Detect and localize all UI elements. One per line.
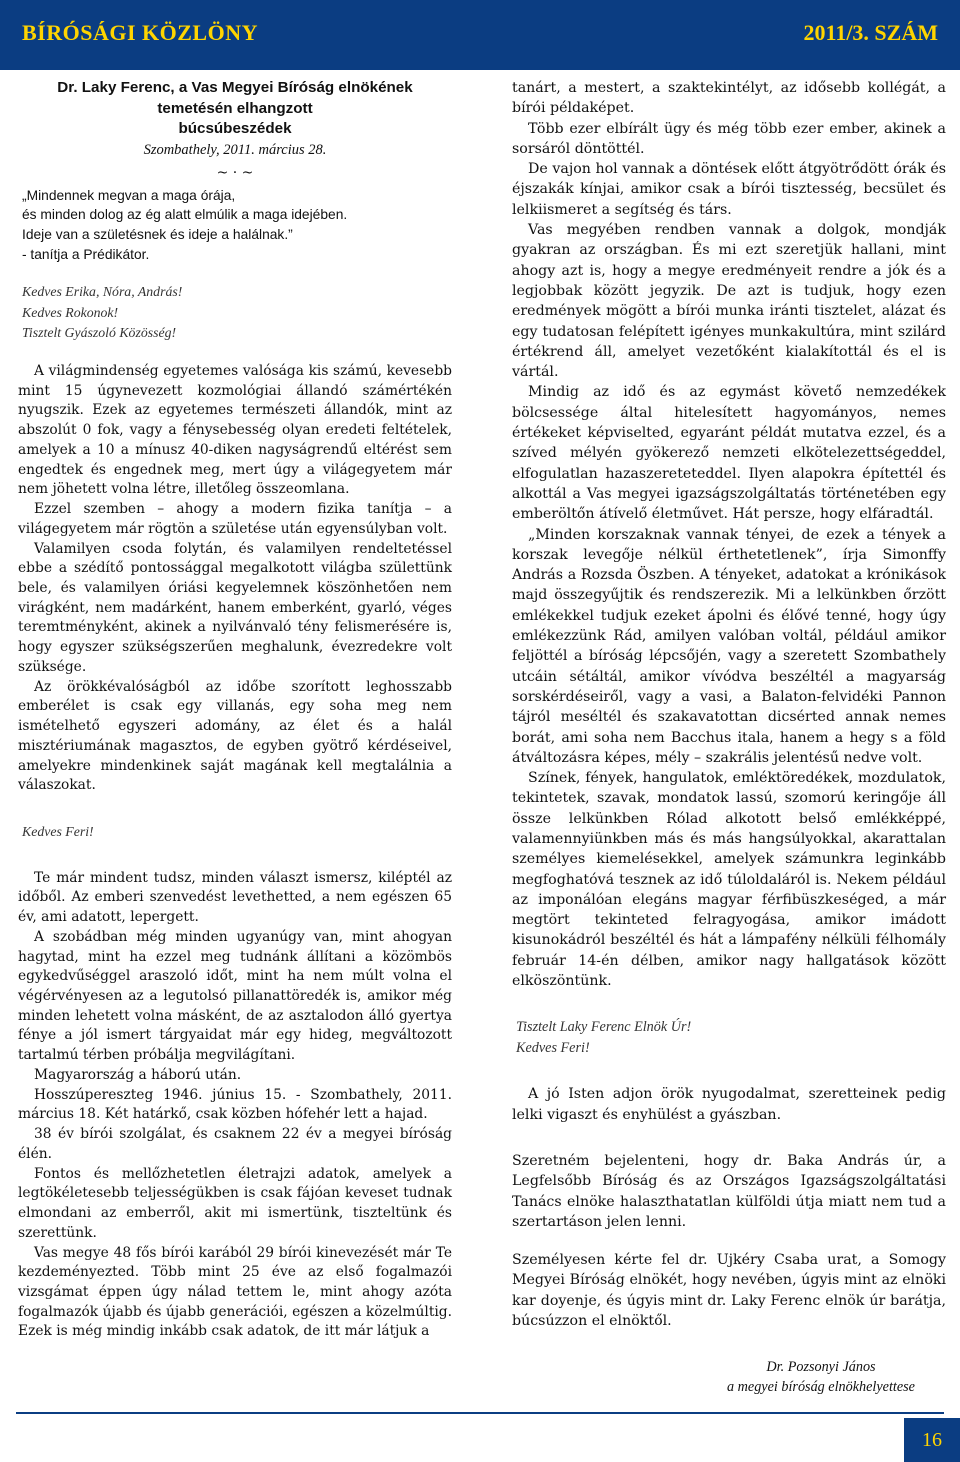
paragraph: Magyarország a háború után.	[34, 1066, 242, 1083]
separator-ornament: ~ · ~	[216, 164, 254, 181]
paragraph: Több ezer elbírált ügy és még több ezer ember, akinek a sorsáról döntöttél.	[512, 120, 946, 157]
signature	[512, 1357, 946, 1397]
paragraph: Vas megye 48 fős bírói karából 29 bírói kinevezését már Te kezdeményezted. Több mint 25 éve az első fogalmazói vizsgámat éppen úgy nálad tettem le, mint ahogy azóta fogalmazók újabb és újabb generációi, egészen a közelmúltig. Ezek is még mindig inkább csak adatok, de itt már látjuk a	[18, 1244, 452, 1340]
salutation	[18, 282, 452, 344]
title-line: temetésén elhangzott	[157, 99, 313, 117]
paragraph: Színek, fények, hangulatok, emléktöredékek, mozdulatok, tekintetek, szavak, mondatok lassú, szomorú keringője áll össze lelkünkben Rólad alkotott belső emlékképpé, valamennyiünkben más és más hangsúlyokkal, akarattalan személyes kiemelésekkel, amelyek számunkra leginkább megfoghatóvá tesznek az idő túloldaláról is. Nekem például az imponálóan elegáns magyar férfibüszkeséged, a már megtört tekinteted felragyogása, amikor imádott kisunokádról beszéltél és hát a lámpafény nélküli félhomály február 14-én délben, amikor nagy hallgatások között elköszöntünk.	[512, 770, 946, 990]
paragraph: De vajon hol vannak a döntések előtt átgyötrődött órák és éjszakák kínjai, amikor csak a bírói tisztesség, becsület és lelkiismeret a segítség és társ.	[512, 161, 946, 218]
left-column	[18, 78, 452, 1342]
paragraph: tanárt, a mestert, a szaktekintélyt, az idősebb kollégát, a bírói példaképet.	[512, 80, 946, 117]
paragraph: Hosszúpereszteg 1946. június 15. - Szombathely, 2011. március 18. Két határkő, csak közben hófehér lett a hajad.	[18, 1086, 452, 1123]
signature-title: a megyei bíróság elnökhelyettese	[727, 1379, 915, 1396]
signature-name: Dr. Pozsonyi János	[766, 1359, 876, 1376]
opening-quote	[18, 186, 452, 265]
title-line: Dr. Laky Ferenc, a Vas Megyei Bíróság elnökének	[57, 79, 413, 96]
paragraph: Vas megyében rendben vannak a dolgok, mondják gyakran az országban. És mi ezt szeretjük hallani, mint ahogy azt is, hogy a megye eredményeit rendre a jók és a legjobbak között jegyzik. De azt is tudjuk, hogy ezen eredmények mögött a bírói munka iránti tisztelet, alázat és egy tudatosan felépített igényes munkakultúra, mint szilárd értékrend áll, amelyet vezetőként kialakítottál és el is vártál.	[512, 222, 946, 381]
paragraph: Ezzel szemben – ahogy a modern fizika tanítja – a világegyetem már rögtön a születése után egyensúlyban volt.	[18, 501, 452, 537]
quote-line: és minden dolog az ég alatt elmúlik a maga idejében.	[22, 207, 348, 223]
right-column	[512, 78, 946, 1397]
salutation-line: Kedves Feri!	[516, 1039, 590, 1056]
article-title	[18, 78, 452, 140]
quote-line: „Mindennek megvan a maga órája,	[22, 187, 236, 203]
paragraph: A világmindenség egyetemes valósága kis számú, kevesebb mint 15 úgynevezett kozmológiai állandó számértékén nyugszik. Ezek az egyetemes természeti állandók, mint az abszolút 0 fok, vagy a fénysebesség olyan eredeti feltételek, amelyek a 10 a mínusz 40-diken nagyságrendű eltérést sem engedtek és engednek meg, mert úgy a világegyetem már nem jöhetett volna létre, illetőleg összeomlana.	[18, 362, 452, 498]
closing-salutation	[512, 1017, 946, 1058]
paragraph: A jó Isten adjon örök nyugodalmat, szeretteinek pedig lelki vigaszt és enyhülést a gyászban.	[512, 1086, 946, 1123]
paragraph: Az örökkévalóságból az időbe szorított leghosszabb emberélet is csak egy villanás, egy soha meg nem ismételhető egyszeri adomány, az élet és a halál misztériumának magasztos, de egyben gyötrő kérdéseivel, amelyekre mindenkinek saját magának kell megtalálnia a válaszokat.	[18, 678, 452, 794]
footer-rule	[16, 1412, 944, 1414]
salutation-line: Kedves Erika, Nóra, András!	[22, 284, 183, 300]
paragraph: „Minden korszaknak vannak tényei, de ezek a tények a korszak levegője nélkül érthetetlenek”, írja Simonffy András a Rozsda Öszben. A tényeket, adatokat a krónikások majd összegyűjtik és rendszerezik. Mi a lelkünkben őrzött emlékekkel tudjuk ezeket ápolni és élővé tenné, hogy úgy emlékezzünk Rád, amilyen valóban voltál, például amikor feljöttél a bíróság lépcsőjén, vagy a szeretett Szombathely utcáin sétáltál, amikor vívódva beszéltél a magyarság sorskérdéseiről, vagy a vasi, a Balaton-felvidéki Pannon tájról meséltél és szakavatottan dicsérted annak nemes borát, ami soha nem Bacchus itala, hanem a hegy s a föld átváltozásra képes, mély – szakrális jelentésű nedve volt.	[512, 526, 946, 766]
issue-number: 2011/3. SZÁM	[803, 20, 938, 45]
page-number: 16	[904, 1418, 960, 1462]
paragraph: Szeretném bejelenteni, hogy dr. Baka András úr, a Legfelsőbb Bíróság és az Országos Igazságszolgáltatási Tanács elnöke halaszthatatlan külföldi útja miatt nem tud a szertartáson jelen lenni.	[512, 1152, 946, 1230]
salutation-line: Kedves Rokonok!	[22, 304, 119, 320]
paragraph: Személyesen kérte fel dr. Ujkéry Csaba urat, a Somogy Megyei Bíróság elnökét, hogy nevében, úgyis mint az elnöki kar doyenje, és úgyis mint dr. Laky Ferenc elnök úr barátja, búcsúzzon el elnöktől.	[512, 1252, 946, 1330]
paragraph: Fontos és mellőzhetetlen életrajzi adatok, amelyek a legtökéletesebb teljességükben is csak fájóan keveset tudnak elmondani az emberről, akit mi ismertünk, tiszteltünk és szerettünk.	[18, 1165, 452, 1241]
salutation-line: Tisztelt Gyászoló Közösség!	[22, 325, 177, 341]
salutation-feri: Kedves Feri!	[22, 824, 94, 840]
paragraph: Te már mindent tudsz, minden választ ismersz, kiléptél az időből. Az emberi szenvedést levethetted, a nem egészen 65 év, ami adatott, lepergett.	[18, 869, 452, 926]
quote-line: Ideje van a születésnek és ideje a halálnak.”	[22, 226, 293, 242]
paragraph: 38 év bírói szolgálat, és csaknem 22 év a megyei bíróság élén.	[18, 1126, 452, 1162]
salutation-line: Tisztelt Laky Ferenc Elnök Úr!	[516, 1019, 692, 1036]
publication-title: BÍRÓSÁGI KÖZLÖNY	[22, 20, 258, 45]
title-line: búcsúbeszédek	[178, 120, 292, 137]
dateline: Szombathely, 2011. március 28.	[143, 141, 327, 158]
paragraph: Valamilyen csoda folytán, és valamilyen rendeltetéssel ebbe a szédítő pontossággal megalkotott világba születtünk bele, és valamilyen óriási kegyelemnek köszönhetően nem virágként, nem madárként, hanem emberként, gyarló, véges teremtményként, akinek a nyilvánvaló tény felismerésére is, hogy egyszer szükségszerűen meghalunk, évezredekre volt szüksége.	[18, 540, 452, 675]
quote-line: - tanítja a Prédikátor.	[22, 246, 150, 262]
paragraph: A szobádban még minden ugyanúgy van, mint ahogyan hagytad, mint ha ezzel meg tudnánk állítani a közömbös egykedvűséggel araszoló időt, mint ha nem múlt volna el végérvényesen az a legutolsó pillanattöredék is, amikor még minden lehetett volna másként, de az asztalodon álló gyertya fénye a jól ismert tárgyaidat már egy hideg, megváltozott tartalmú térben próbálja megvilágítani.	[18, 928, 452, 1064]
page-header	[0, 0, 960, 70]
paragraph: Mindig az idő és az egymást követő nemzedékek bölcsessége által hitelesített hagyományos, nemes értékeket képviselted, egyaránt példát mutatva ezzel, és a szíved mélyén gyökerező nemzeti elkötelezettségeddel, elfogulatlan hazaszereteteddel. Ilyen alapokra építettél és alkottál a Vas megyei igazságszolgáltatás történetében egy emberöltőn átívelő életművet. Hát persze, hogy elfáradtál.	[512, 384, 946, 523]
